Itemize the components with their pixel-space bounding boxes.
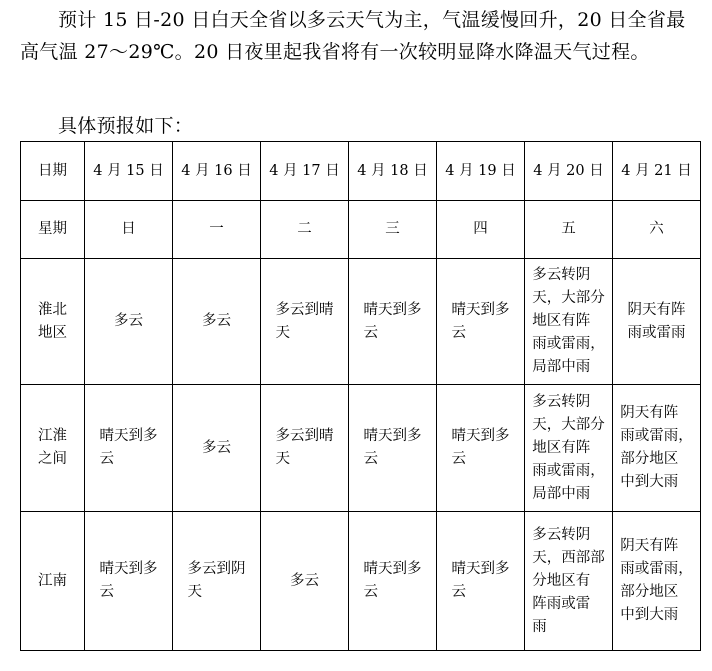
region-name: 江淮 之间 bbox=[38, 428, 67, 467]
forecast-text: 晴天到多 云 bbox=[451, 561, 510, 600]
weekday-text: 一 bbox=[209, 221, 224, 237]
forecast-cell bbox=[173, 512, 261, 651]
forecast-cell bbox=[261, 259, 349, 385]
forecast-text: 阴天有阵 雨或雷雨， 部分地区 中到大雨 bbox=[620, 538, 693, 623]
date-text: 4 月 16 日 bbox=[181, 162, 252, 179]
forecast-text: 阴天有阵 雨或雷雨， 部分地区 中到大雨 bbox=[620, 405, 693, 490]
weekday-row bbox=[21, 201, 701, 259]
forecast-cell bbox=[525, 512, 613, 651]
region-name-cell bbox=[21, 512, 85, 651]
forecast-table bbox=[20, 141, 701, 651]
forecast-cell bbox=[349, 385, 437, 512]
date-row bbox=[21, 142, 701, 201]
weekday-text: 五 bbox=[561, 221, 576, 237]
forecast-cell bbox=[437, 512, 525, 651]
forecast-cell bbox=[85, 259, 173, 385]
date-label: 日期 bbox=[38, 162, 67, 179]
region-name: 淮北 地区 bbox=[38, 301, 67, 341]
forecast-cell bbox=[349, 512, 437, 651]
forecast-heading: 具体预报如下： bbox=[58, 115, 194, 137]
date-text: 4 月 20 日 bbox=[533, 162, 604, 179]
forecast-cell bbox=[613, 385, 701, 512]
weekday-text: 日 bbox=[121, 221, 136, 237]
region-name-cell bbox=[21, 259, 85, 385]
weekday-cell bbox=[349, 201, 437, 259]
forecast-cell bbox=[525, 385, 613, 512]
forecast-cell bbox=[173, 385, 261, 512]
date-cell bbox=[349, 142, 437, 201]
forecast-cell bbox=[525, 259, 613, 385]
forecast-cell bbox=[85, 512, 173, 651]
forecast-cell bbox=[85, 385, 173, 512]
date-cell bbox=[525, 142, 613, 201]
weekday-text: 三 bbox=[385, 221, 400, 237]
region-name: 江南 bbox=[38, 572, 67, 589]
forecast-cell bbox=[261, 512, 349, 651]
date-text: 4 月 18 日 bbox=[357, 162, 428, 179]
date-text: 4 月 19 日 bbox=[445, 162, 516, 179]
forecast-text: 多云 bbox=[202, 313, 231, 329]
weekday-text: 六 bbox=[649, 221, 664, 237]
forecast-text: 晴天到多 云 bbox=[363, 561, 422, 600]
date-text: 4 月 15 日 bbox=[93, 162, 164, 179]
forecast-cell bbox=[613, 512, 701, 651]
weekday-label-cell bbox=[21, 201, 85, 259]
date-cell bbox=[261, 142, 349, 201]
forecast-text: 阴天有阵 雨或雷雨 bbox=[627, 301, 686, 341]
forecast-text: 多云到晴 天 bbox=[275, 428, 334, 467]
date-cell bbox=[85, 142, 173, 201]
intro-paragraph: 预计 15 日-20 日白天全省以多云天气为主，气温缓慢回升，20 日全省最高气温 27～29℃。20 日夜里起我省将有一次较明显降水降温天气过程。 bbox=[20, 9, 686, 63]
weekday-cell bbox=[85, 201, 173, 259]
forecast-text: 晴天到多 云 bbox=[99, 561, 158, 600]
date-text: 4 月 17 日 bbox=[269, 162, 340, 179]
region-row-huaibei bbox=[21, 259, 701, 385]
date-label-cell bbox=[21, 142, 85, 201]
date-cell bbox=[613, 142, 701, 201]
forecast-text: 晴天到多 云 bbox=[99, 428, 158, 467]
forecast-text: 晴天到多 云 bbox=[451, 428, 510, 467]
forecast-cell bbox=[437, 385, 525, 512]
forecast-text: 多云到阴 天 bbox=[187, 561, 246, 600]
weekday-text: 二 bbox=[297, 221, 312, 237]
weekday-label: 星期 bbox=[38, 221, 67, 237]
weekday-cell bbox=[261, 201, 349, 259]
forecast-text: 多云到晴 天 bbox=[275, 301, 334, 341]
region-row-jiangnan bbox=[21, 512, 701, 651]
region-row-jianghuai bbox=[21, 385, 701, 512]
date-text: 4 月 21 日 bbox=[621, 162, 692, 179]
weekday-cell bbox=[613, 201, 701, 259]
forecast-text: 多云 bbox=[114, 313, 143, 329]
forecast-text: 晴天到多 云 bbox=[363, 301, 422, 341]
forecast-text: 多云转阴 天，大部分 地区有阵 雨或雷雨， 局部中雨 bbox=[532, 393, 605, 502]
forecast-cell bbox=[613, 259, 701, 385]
weekday-cell bbox=[437, 201, 525, 259]
weekday-cell bbox=[173, 201, 261, 259]
forecast-text: 多云 bbox=[202, 439, 231, 456]
date-cell bbox=[437, 142, 525, 201]
forecast-text: 多云 bbox=[290, 572, 319, 589]
weekday-cell bbox=[525, 201, 613, 259]
forecast-cell bbox=[173, 259, 261, 385]
weekday-text: 四 bbox=[473, 221, 488, 237]
forecast-text: 晴天到多 云 bbox=[451, 301, 510, 341]
forecast-text: 晴天到多 云 bbox=[363, 428, 422, 467]
forecast-cell bbox=[349, 259, 437, 385]
forecast-cell bbox=[261, 385, 349, 512]
forecast-cell bbox=[437, 259, 525, 385]
forecast-text: 多云转阴 天，西部部 分地区有 阵雨或雷 雨 bbox=[532, 526, 605, 635]
date-cell bbox=[173, 142, 261, 201]
forecast-text: 多云转阴 天，大部分 地区有阵 雨或雷雨， 局部中雨 bbox=[532, 267, 605, 375]
region-name-cell bbox=[21, 385, 85, 512]
